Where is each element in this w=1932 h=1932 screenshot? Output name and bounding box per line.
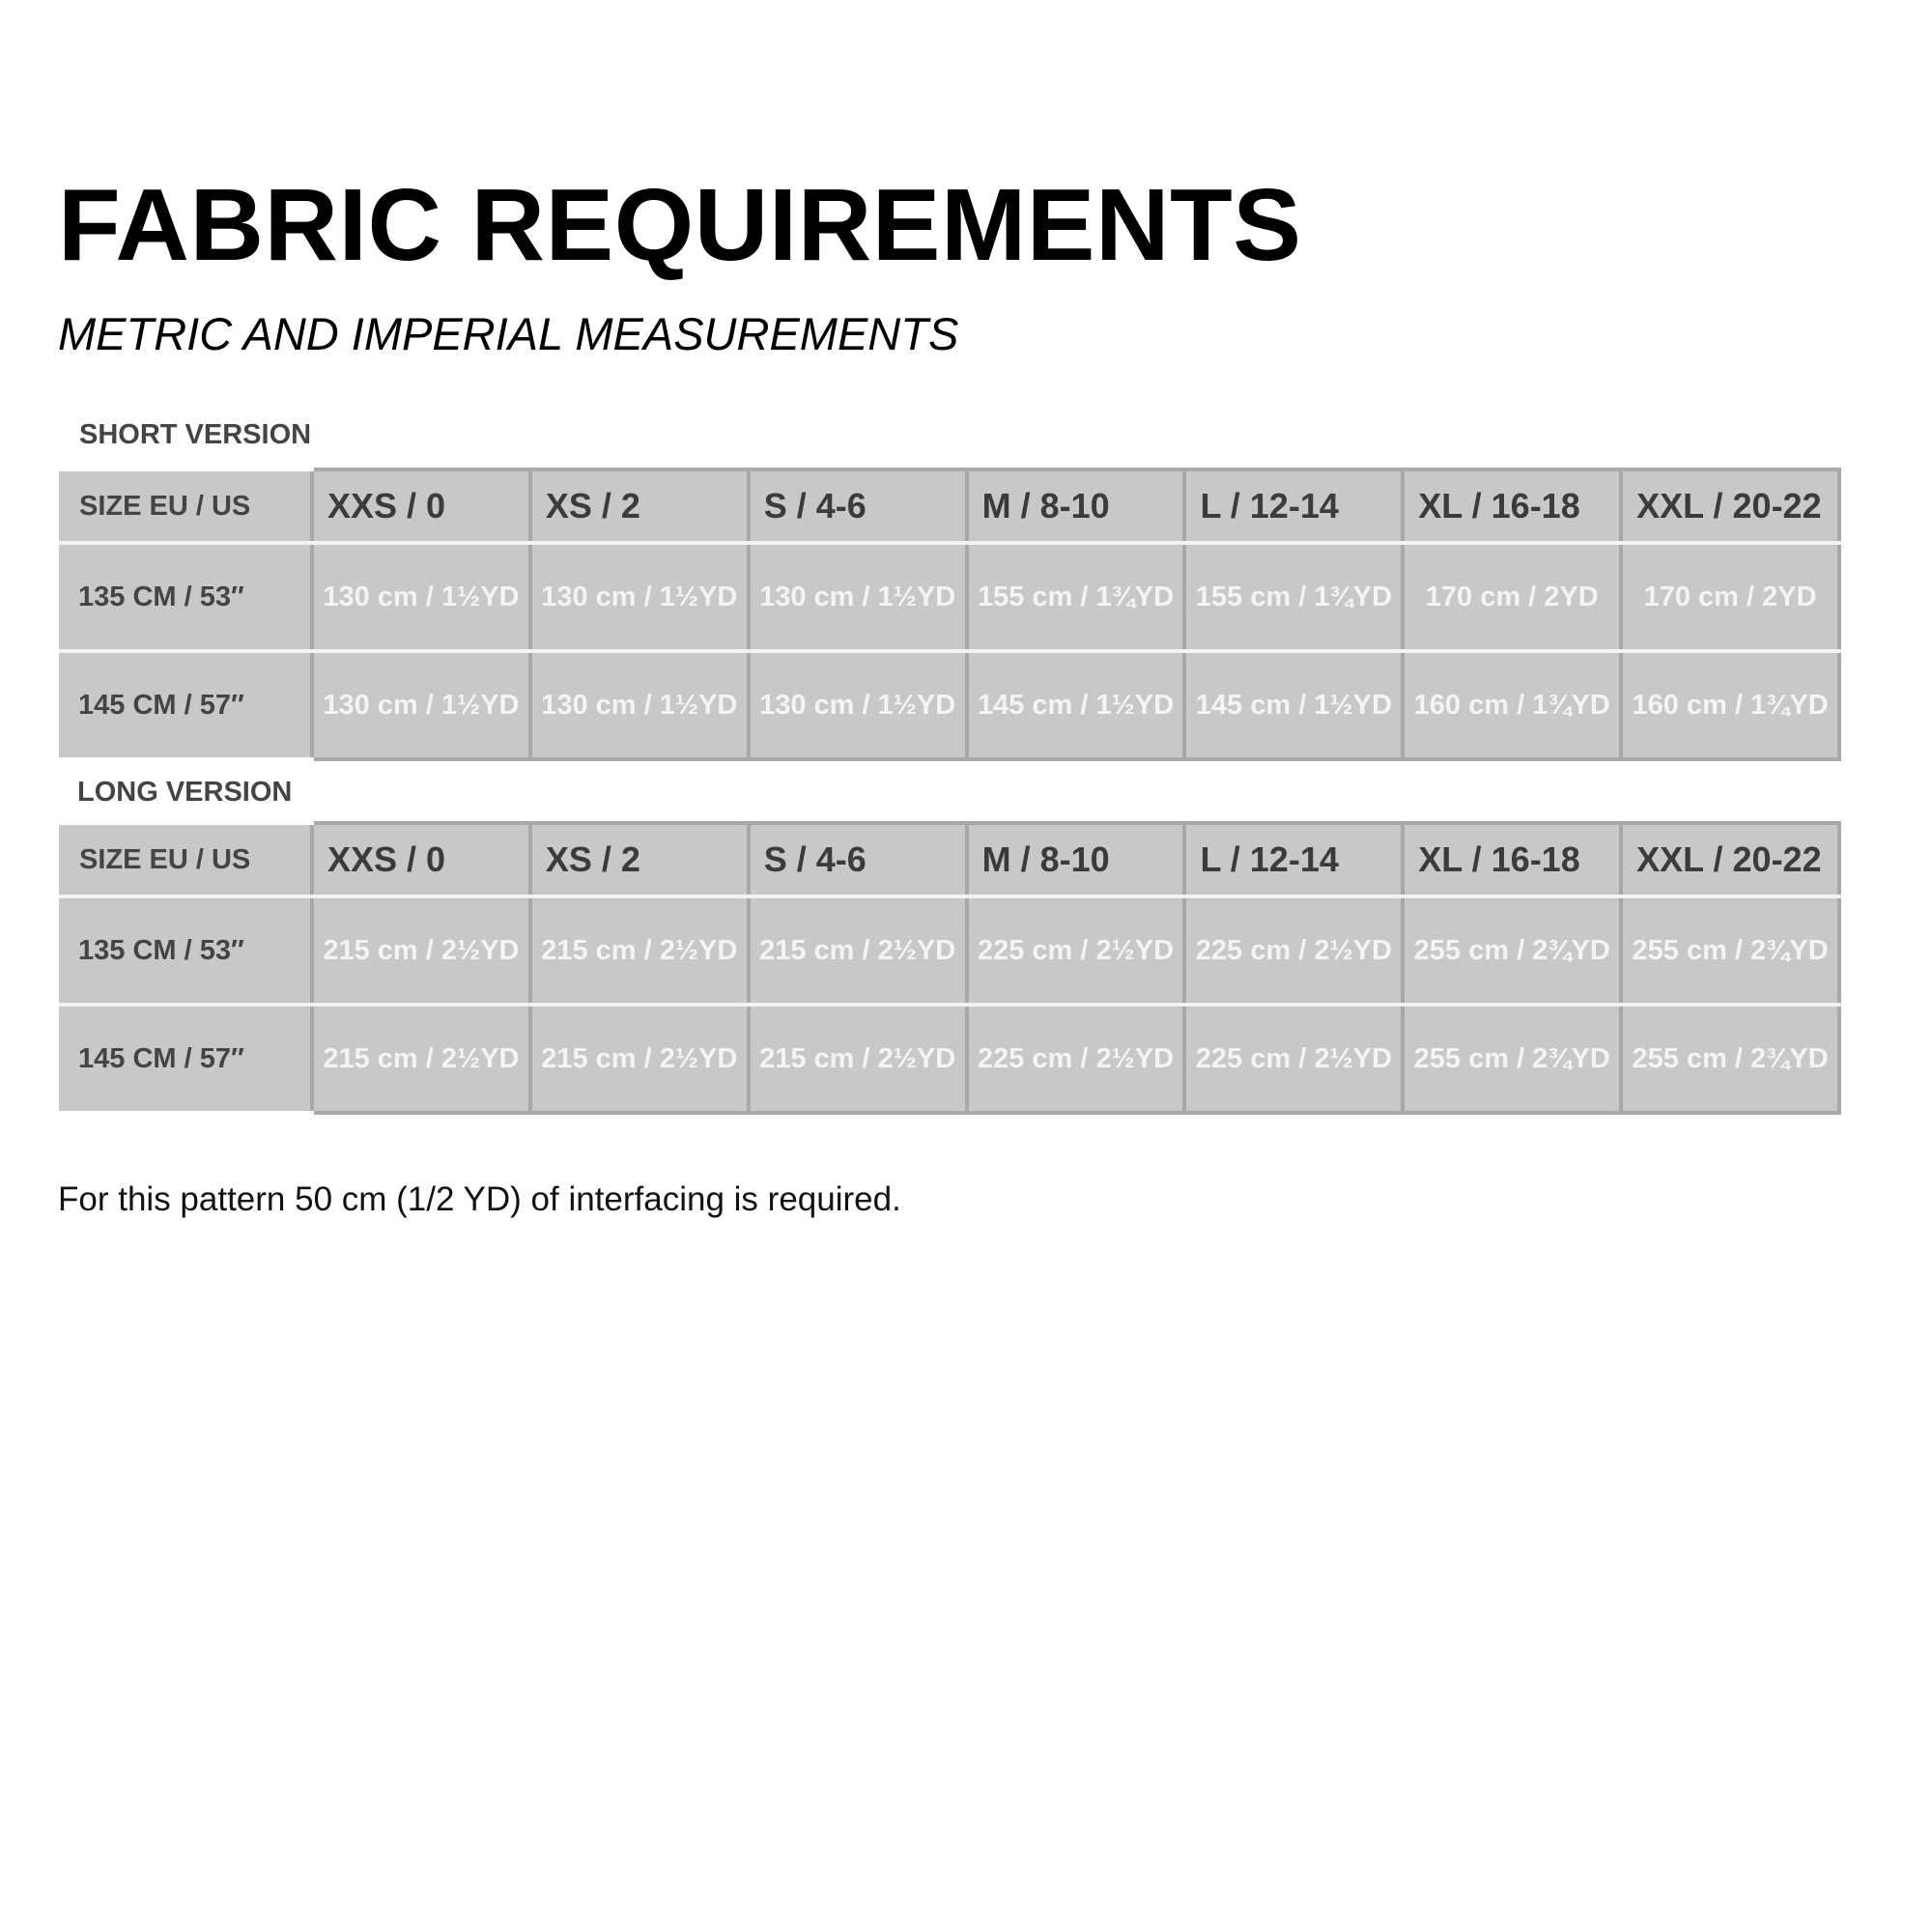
fabric-amount-cell: 255 cm / 2¾YD bbox=[1621, 1005, 1839, 1113]
fabric-amount-cell: 160 cm / 1¾YD bbox=[1403, 651, 1621, 759]
short-version-label: SHORT VERSION bbox=[79, 419, 312, 450]
fabric-amount-cell: 155 cm / 1¾YD bbox=[1184, 543, 1403, 651]
table-header-row bbox=[59, 823, 1839, 896]
size-header: S / 4-6 bbox=[749, 469, 967, 543]
fabric-amount-cell: 130 cm / 1½YD bbox=[530, 543, 749, 651]
size-header: XXS / 0 bbox=[312, 469, 530, 543]
size-header: XS / 2 bbox=[530, 469, 749, 543]
fabric-width-label: 145 CM / 57″ bbox=[59, 1005, 312, 1113]
long-version-label: LONG VERSION bbox=[77, 777, 293, 808]
fabric-amount-cell: 215 cm / 2½YD bbox=[312, 896, 530, 1005]
size-header: M / 8-10 bbox=[967, 469, 1185, 543]
fabric-amount-cell: 215 cm / 2½YD bbox=[530, 896, 749, 1005]
fabric-amount-cell: 255 cm / 2¾YD bbox=[1403, 1005, 1621, 1113]
page-title: FABRIC REQUIREMENTS bbox=[58, 168, 1302, 282]
size-eu-us-header: SIZE EU / US bbox=[59, 469, 312, 543]
fabric-amount-cell: 170 cm / 2YD bbox=[1621, 543, 1839, 651]
table-row bbox=[59, 543, 1839, 651]
size-header: XXS / 0 bbox=[312, 823, 530, 896]
size-header: XL / 16-18 bbox=[1403, 823, 1621, 896]
fabric-amount-cell: 130 cm / 1½YD bbox=[312, 651, 530, 759]
fabric-amount-cell: 130 cm / 1½YD bbox=[749, 543, 967, 651]
fabric-amount-cell: 225 cm / 2½YD bbox=[967, 896, 1185, 1005]
fabric-amount-cell: 130 cm / 1½YD bbox=[749, 651, 967, 759]
fabric-amount-cell: 225 cm / 2½YD bbox=[1184, 1005, 1403, 1113]
fabric-amount-cell: 225 cm / 2½YD bbox=[1184, 896, 1403, 1005]
fabric-width-label: 135 CM / 53″ bbox=[59, 543, 312, 651]
fabric-width-label: 145 CM / 57″ bbox=[59, 651, 312, 759]
fabric-amount-cell: 215 cm / 2½YD bbox=[312, 1005, 530, 1113]
interfacing-note: For this pattern 50 cm (1/2 YD) of interfacing is required. bbox=[58, 1180, 901, 1218]
size-header: XXL / 20-22 bbox=[1621, 823, 1839, 896]
fabric-amount-cell: 170 cm / 2YD bbox=[1403, 543, 1621, 651]
fabric-amount-cell: 145 cm / 1½YD bbox=[967, 651, 1185, 759]
table-header-row bbox=[59, 469, 1839, 543]
fabric-amount-cell: 145 cm / 1½YD bbox=[1184, 651, 1403, 759]
size-header: S / 4-6 bbox=[749, 823, 967, 896]
fabric-amount-cell: 130 cm / 1½YD bbox=[312, 543, 530, 651]
fabric-amount-cell: 255 cm / 2¾YD bbox=[1403, 896, 1621, 1005]
table-row bbox=[59, 651, 1839, 759]
fabric-amount-cell: 215 cm / 2½YD bbox=[749, 1005, 967, 1113]
short-version-table bbox=[59, 468, 1841, 761]
fabric-amount-cell: 155 cm / 1¾YD bbox=[967, 543, 1185, 651]
fabric-amount-cell: 130 cm / 1½YD bbox=[530, 651, 749, 759]
fabric-amount-cell: 215 cm / 2½YD bbox=[530, 1005, 749, 1113]
size-header: L / 12-14 bbox=[1184, 469, 1403, 543]
table-row bbox=[59, 1005, 1839, 1113]
fabric-width-label: 135 CM / 53″ bbox=[59, 896, 312, 1005]
fabric-amount-cell: 225 cm / 2½YD bbox=[967, 1005, 1185, 1113]
long-version-table bbox=[59, 821, 1841, 1115]
page-subtitle: METRIC AND IMPERIAL MEASUREMENTS bbox=[58, 308, 959, 359]
fabric-amount-cell: 215 cm / 2½YD bbox=[749, 896, 967, 1005]
fabric-amount-cell: 255 cm / 2¾YD bbox=[1621, 896, 1839, 1005]
table-row bbox=[59, 896, 1839, 1005]
size-header: M / 8-10 bbox=[967, 823, 1185, 896]
size-eu-us-header: SIZE EU / US bbox=[59, 823, 312, 896]
size-header: L / 12-14 bbox=[1184, 823, 1403, 896]
size-header: XS / 2 bbox=[530, 823, 749, 896]
size-header: XL / 16-18 bbox=[1403, 469, 1621, 543]
fabric-amount-cell: 160 cm / 1¾YD bbox=[1621, 651, 1839, 759]
size-header: XXL / 20-22 bbox=[1621, 469, 1839, 543]
